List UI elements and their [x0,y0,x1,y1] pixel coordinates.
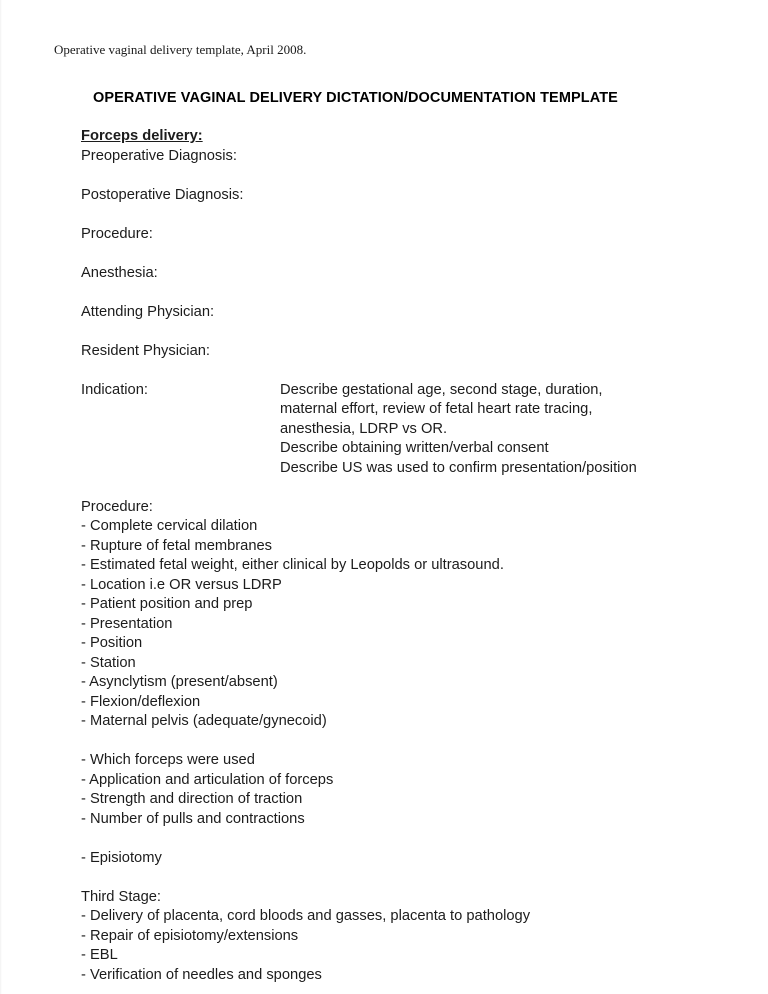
spacer [81,283,721,303]
list-item: - Presentation [81,615,173,632]
list-item: - Location i.e OR versus LDRP [81,576,282,593]
spacer [81,868,721,888]
indication-row [81,381,721,479]
forceps-delivery-heading [81,127,721,147]
spacer [81,478,721,498]
spacer [81,166,721,186]
field-preoperative-diagnosis: Preoperative Diagnosis: [81,147,237,164]
third-stage-heading: Third Stage: [81,888,162,905]
forceps-delivery-heading-text: Forceps delivery: [81,128,203,144]
list-item: - Application and articulation of forceps [81,771,334,788]
field-postoperative-diagnosis: Postoperative Diagnosis: [81,186,244,203]
indication-line: Describe obtaining written/verbal consent [280,440,549,456]
list-item: - Rupture of fetal membranes [81,537,273,554]
indication-line: Describe US was used to confirm presentation/position [280,459,637,476]
list-item: - Patient position and prep [81,596,253,612]
list-item: - Number of pulls and contractions [81,810,305,827]
list-item: - Verification of needles and sponges [81,966,322,983]
indication-line: maternal effort, review of fetal heart rate tracing, [280,401,593,417]
field-indication-label: Indication: [81,381,148,398]
spacer [81,205,721,225]
document-header: Operative vaginal delivery template, April 2008. [54,42,307,57]
list-item: - Strength and direction of traction [81,791,303,807]
list-item: - Flexion/deflexion [81,693,201,710]
list-item: - Position [81,635,143,651]
document-body [81,127,721,985]
indication-line: Describe gestational age, second stage, duration, [280,381,603,398]
list-item: - Station [81,654,136,671]
spacer [81,732,721,752]
spacer [81,361,721,381]
indication-description [280,381,721,479]
page-title: OPERATIVE VAGINAL DELIVERY DICTATION/DOCUMENTATION TEMPLATE [93,90,618,106]
spacer [81,244,721,264]
spacer [81,829,721,849]
list-item: - Maternal pelvis (adequate/gynecoid) [81,713,327,729]
field-attending-physician: Attending Physician: [81,303,215,320]
list-item: - Complete cervical dilation [81,518,258,534]
list-item: - Asynclytism (present/absent) [81,674,278,690]
indication-line: anesthesia, LDRP vs OR. [280,420,448,437]
spacer [81,322,721,342]
field-procedure: Procedure: [81,225,153,242]
field-resident-physician: Resident Physician: [81,342,210,359]
procedure-list-heading: Procedure: [81,498,153,515]
list-item: - Episiotomy [81,849,162,866]
list-item: - Estimated fetal weight, either clinical by Leopolds or ultrasound. [81,557,504,573]
list-item: - EBL [81,947,118,963]
field-anesthesia: Anesthesia: [81,264,158,281]
list-item: - Repair of episiotomy/extensions [81,927,299,944]
list-item: - Which forceps were used [81,752,255,768]
list-item: - Delivery of placenta, cord bloods and gasses, placenta to pathology [81,908,531,924]
